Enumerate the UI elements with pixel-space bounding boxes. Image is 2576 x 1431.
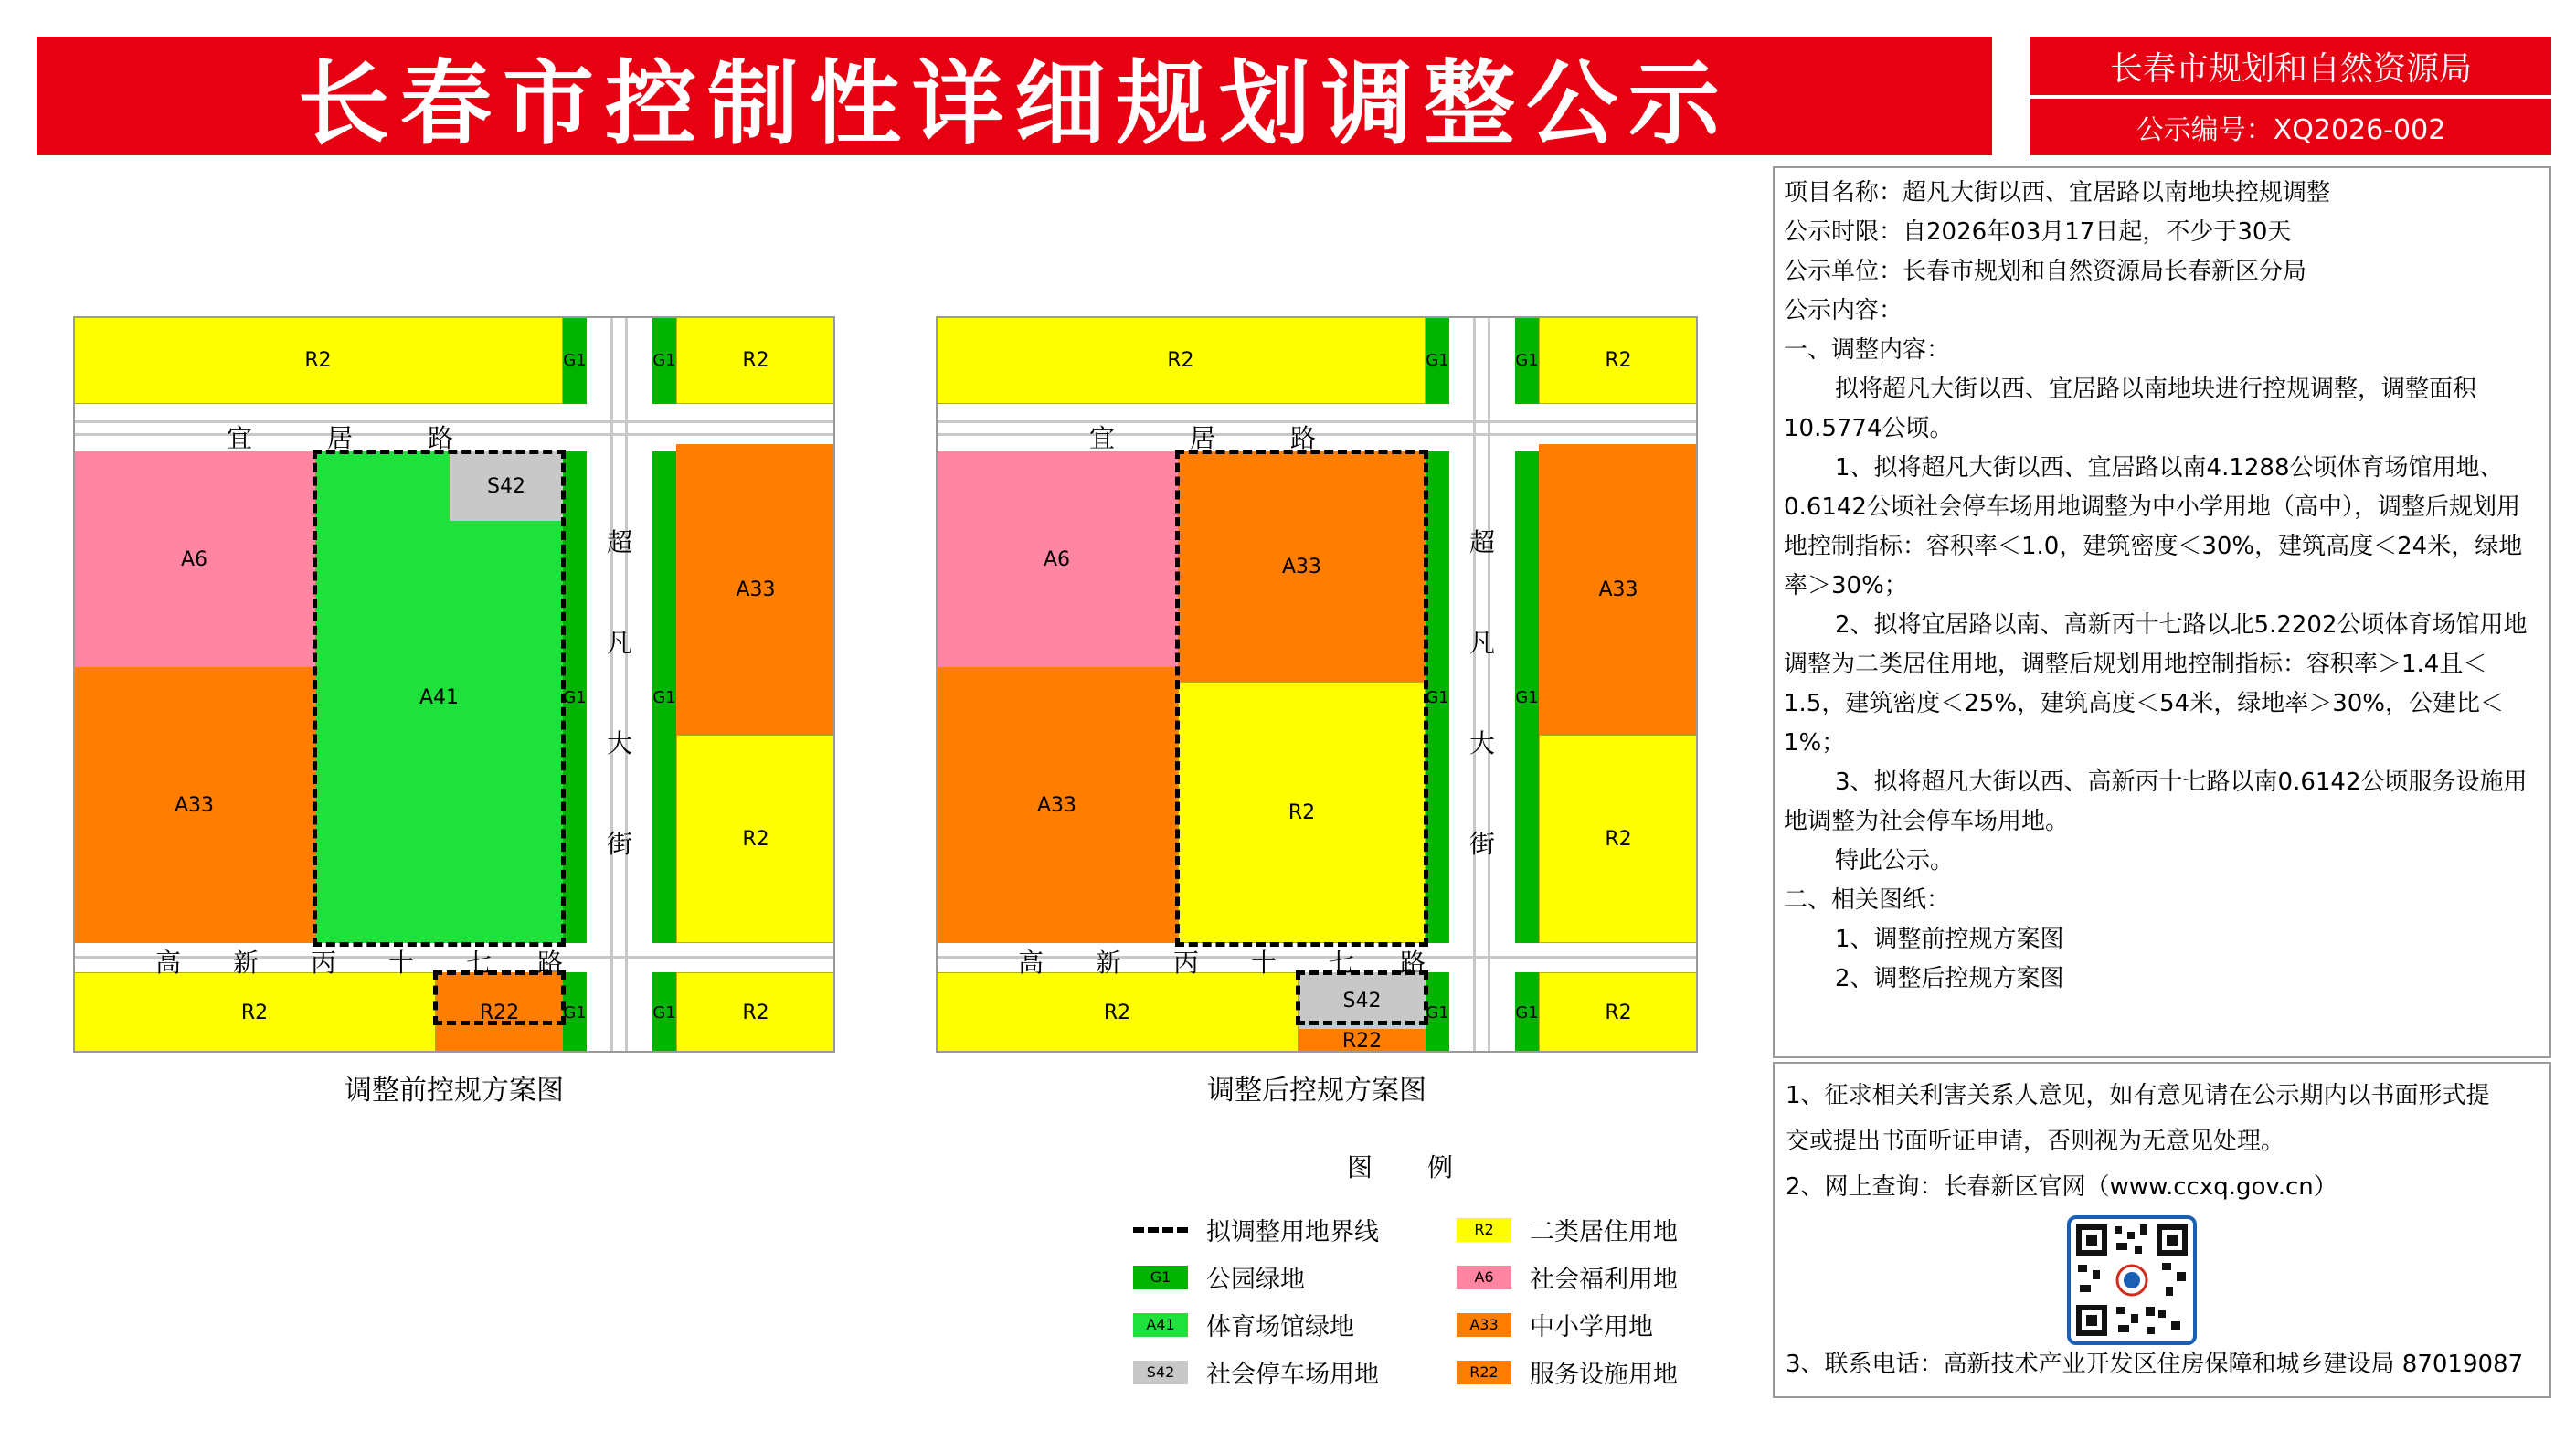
legend-item — [1133, 1354, 1379, 1390]
road-label: 高 — [155, 948, 182, 978]
road-label: 超 — [1469, 527, 1496, 557]
parcel-r2: R2 — [936, 972, 1299, 1053]
road-label: 宜 — [1089, 423, 1116, 453]
map-frame — [936, 316, 1698, 1053]
parcel-r2: R2 — [73, 972, 436, 1053]
road-label: 居 — [327, 423, 354, 453]
parcel-r2: R2 — [73, 316, 563, 404]
legend-swatch: A41 — [1133, 1313, 1188, 1337]
parcel-a33: A33 — [1539, 444, 1698, 735]
parcel-g1: G1 — [563, 451, 587, 943]
road-label: 路 — [1400, 948, 1426, 978]
paragraph: 3、拟将超凡大街以西、高新丙十七路以南0.6142公顷服务设施用地调整为社会停车场用地。 — [1784, 768, 2528, 835]
road-label: 大 — [1469, 728, 1496, 758]
legend-item — [1457, 1212, 1678, 1247]
qr-code-icon — [2067, 1215, 2197, 1345]
road-label: 宜 — [227, 423, 253, 453]
parcel-a41: A41 — [315, 451, 563, 943]
parcel-r2: R2 — [676, 735, 835, 943]
parcel-g1: G1 — [1426, 316, 1449, 404]
road-label: 路 — [1290, 423, 1317, 453]
parcel-r2: R2 — [1539, 735, 1698, 943]
map-after — [936, 316, 1698, 1053]
road-label: 七 — [1329, 948, 1355, 978]
parcel-r2: R2 — [676, 972, 835, 1053]
road-label: 十 — [1251, 948, 1277, 978]
road-label: 路 — [428, 423, 454, 453]
parcel-a33: A33 — [676, 444, 835, 735]
legend-label: 社会福利用地 — [1530, 1266, 1678, 1294]
parcel-a33: A33 — [73, 667, 315, 943]
road-label: 十 — [388, 948, 415, 978]
paragraph: 特此公示。 — [1835, 847, 1955, 874]
parcel-g1: G1 — [1426, 451, 1449, 943]
parcel-a33: A33 — [1178, 451, 1426, 682]
road-label: 路 — [537, 948, 564, 978]
notice-unit: 公示单位：长春市规划和自然资源局长春新区分局 — [1784, 258, 2307, 285]
parcel-g1: G1 — [652, 451, 676, 943]
parcel-a6: A6 — [936, 451, 1178, 667]
legend-label: 服务设施用地 — [1530, 1361, 1678, 1389]
legend-item — [1457, 1307, 1653, 1342]
paragraph: 拟将超凡大街以西、宜居路以南地块进行控规调整，调整面积10.5774公顷。 — [1784, 376, 2477, 442]
notice-line: 交或提出书面听证申请，否则视为无意见处理。 — [1786, 1128, 2285, 1155]
parcel-g1: G1 — [563, 316, 587, 404]
road-label: 大 — [607, 728, 633, 758]
parcel-r2: R2 — [1539, 316, 1698, 404]
road-label: 凡 — [607, 628, 633, 658]
parcel-g1: G1 — [1515, 972, 1539, 1053]
parcel-r2: R2 — [1178, 682, 1426, 943]
road-label: 新 — [1096, 948, 1122, 978]
section-heading: 二、相关图纸： — [1784, 886, 1951, 914]
parcel-s42: S42 — [1299, 972, 1426, 1029]
map-before-caption: 调整前控规方案图 — [345, 1075, 564, 1107]
parcel-r2: R2 — [936, 316, 1426, 404]
legend-item — [1133, 1212, 1379, 1247]
legend-swatch: A6 — [1457, 1266, 1511, 1289]
road-label: 七 — [466, 948, 493, 978]
legend-title: 图例 — [1347, 1152, 1509, 1182]
road-label: 凡 — [1469, 628, 1496, 658]
parcel-r22: R22 — [436, 972, 563, 1053]
parcel-g1: G1 — [1515, 316, 1539, 404]
paragraph: 2、拟将宜居路以南、高新丙十七路以北5.2202公顷体育场馆用地调整为二类居住用地，调整后规划用地控制指标：容积率＞1.4且＜1.5，建筑密度＜25%，建筑高度＜54米，绿地率＞30%，公建比＜1%； — [1784, 611, 2528, 757]
notice-phone: 3、联系电话：高新技术产业开发区住房保障和城乡建设局 87019087 — [1786, 1351, 2524, 1378]
parcel-r2: R2 — [1539, 972, 1698, 1053]
road-label: 居 — [1190, 423, 1216, 453]
map-before — [73, 316, 835, 1053]
parcel-g1: G1 — [563, 972, 587, 1053]
legend-label: 社会停车场用地 — [1206, 1361, 1379, 1389]
map-after-caption: 调整后控规方案图 — [1207, 1075, 1426, 1107]
legend-swatch: R2 — [1457, 1218, 1511, 1242]
legend-item — [1457, 1354, 1678, 1390]
section-heading: 一、调整内容： — [1784, 336, 1951, 364]
parcel-g1: G1 — [652, 972, 676, 1053]
road-label: 街 — [1469, 829, 1496, 859]
project-name: 项目名称：超凡大街以西、宜居路以南地块控规调整 — [1784, 179, 2331, 207]
notice-line: 1、征求相关利害关系人意见，如有意见请在公示期内以书面形式提 — [1786, 1082, 2490, 1109]
page-title: 长春市控制性详细规划调整公示 — [298, 50, 1731, 157]
agency-name: 长春市规划和自然资源局 — [2030, 37, 2551, 95]
drawing-item: 1、调整前控规方案图 — [1835, 926, 2064, 953]
notice-code: 公示编号：XQ2026-002 — [2030, 99, 2551, 155]
legend-item — [1457, 1259, 1678, 1295]
notice-website: 2、网上查询：长春新区官网（www.ccxq.gov.cn） — [1786, 1173, 2337, 1201]
legend-swatch: A33 — [1457, 1313, 1511, 1337]
info-panel — [1773, 166, 2551, 1058]
parcel-r2: R2 — [676, 316, 835, 404]
notice-period: 公示时限：自2026年03月17日起，不少于30天 — [1784, 218, 2292, 246]
legend-item — [1133, 1307, 1354, 1342]
content-label: 公示内容： — [1784, 297, 1903, 324]
road-label: 丙 — [1173, 948, 1200, 978]
parcel-r22: R22 — [1299, 1029, 1426, 1053]
road-label: 高 — [1018, 948, 1044, 978]
legend-label: 体育场馆绿地 — [1206, 1313, 1354, 1341]
legend-swatch: R22 — [1457, 1361, 1511, 1384]
road-label: 超 — [607, 527, 633, 557]
parcel-a6: A6 — [73, 451, 315, 667]
road-label: 丙 — [311, 948, 337, 978]
drawing-item: 2、调整后控规方案图 — [1835, 965, 2064, 992]
legend-dash-swatch — [1133, 1227, 1188, 1233]
paragraph: 1、拟将超凡大街以西、宜居路以南4.1288公顷体育场馆用地、0.6142公顷社会停车场用地调整为中小学用地（高中），调整后规划用地控制指标：容积率＜1.0，建筑密度＜30%，建筑高度＜24米，绿地率＞30%； — [1784, 454, 2523, 599]
legend-label: 拟调整用地界线 — [1206, 1218, 1379, 1246]
road-label: 新 — [233, 948, 260, 978]
map-frame — [73, 316, 835, 1053]
legend-label: 公园绿地 — [1206, 1266, 1305, 1294]
legend-label: 二类居住用地 — [1530, 1218, 1678, 1246]
parcel-a33: A33 — [936, 667, 1178, 943]
parcel-g1: G1 — [1426, 972, 1449, 1053]
parcel-s42: S42 — [450, 451, 563, 521]
legend-swatch: G1 — [1133, 1266, 1188, 1289]
legend-swatch: S42 — [1133, 1361, 1188, 1384]
legend-item — [1133, 1259, 1305, 1295]
parcel-g1: G1 — [1515, 451, 1539, 943]
legend-label: 中小学用地 — [1530, 1313, 1653, 1341]
road-label: 街 — [607, 829, 633, 859]
parcel-g1: G1 — [652, 316, 676, 404]
